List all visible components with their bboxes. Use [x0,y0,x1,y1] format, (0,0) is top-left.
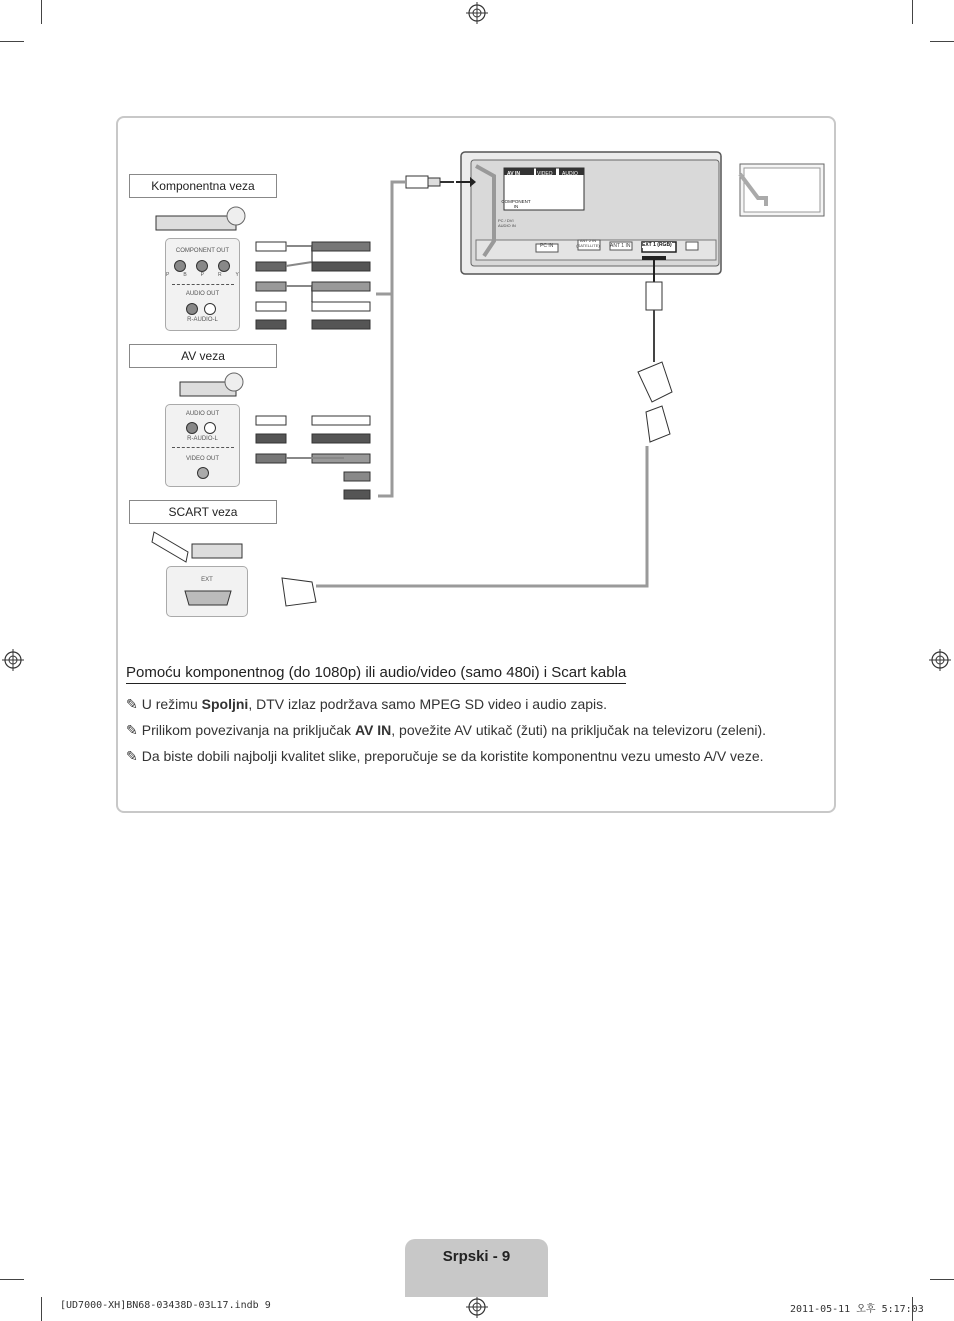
tv-thumbnail [740,164,824,216]
component-device-panel [165,238,253,331]
tv-av-in-label: AV IN [507,171,520,177]
registration-mark-icon [2,649,24,671]
component-cable-plugs [256,242,370,329]
audio-out-label: AUDIO OUT [185,411,220,417]
audio-out-label: AUDIO OUT [185,291,220,297]
note-pen-icon: ✎ [126,723,138,739]
file-info: [UD7000-XH]BN68-03438D-03L17.indb 9 [60,1300,271,1311]
note-pen-icon: ✎ [126,749,138,765]
av-device-panel [165,404,240,487]
crop-mark [41,1297,42,1321]
tv-pc-dvi-audio-label: PC / DVI AUDIO IN [498,218,516,228]
tv-ext1-label: EXT 1 (RGB) [642,242,672,248]
crop-mark [0,1279,24,1280]
av-cable-plugs [256,416,370,499]
scart-label: SCART veza [129,500,277,524]
audio-ports-icon [184,302,224,316]
tv-ant1-label: ANT 1 IN [610,243,631,249]
crop-mark [0,41,24,42]
av-label: AV veza [129,344,277,368]
set-top-box-icon [152,532,242,562]
video-port-icon [194,466,214,480]
divider [172,284,234,285]
tv-ant2-label: ANT 2 IN (SATELLITE) [576,238,600,248]
vcr-player-icon [180,373,243,396]
component-out-label: COMPONENT OUT [175,248,230,254]
page-label: Srpski - 9 [442,1248,511,1265]
audio-ports-icon [184,421,224,435]
component-label: Komponentna veza [129,174,277,198]
registration-mark-icon [929,649,951,671]
tv-component-in-label: COMPONENT IN [501,199,531,209]
tv-pc-in-label: PC IN [540,243,554,249]
note-item: ✎ Da biste dobili najbolji kvalitet slike, preporučuje se da koristite komponentnu vezu umesto A/V veze. [126,748,764,765]
registration-mark-icon [466,1296,488,1318]
video-out-label: VIDEO OUT [185,456,219,462]
crop-mark [930,1279,954,1280]
crop-mark [41,0,42,24]
audio-lr-label: R-AUDIO-L [187,436,218,442]
note-item: ✎ U režimu Spoljni, DTV izlaz podržava samo MPEG SD video i audio zapis. [126,696,608,713]
component-port-names: PBPRY [166,272,253,278]
divider [172,447,234,448]
tv-video-label: VIDEO [537,171,553,177]
note-item: ✎ Prilikom povezivanja na priključak AV IN, povežite AV utikač (žuti) na priključak na televizoru (zeleni). [126,722,767,739]
audio-lr-label: R-AUDIO-L [187,317,218,323]
print-timestamp: 2011-05-11 오후 5:17:03 [790,1304,924,1315]
scart-device-panel [166,566,248,617]
ext-label: EXT [201,577,213,583]
tv-audio-label: AUDIO [562,171,578,177]
scart-port-icon [183,589,233,607]
crop-mark [930,41,954,42]
page-number-tab [405,1239,548,1297]
note-pen-icon: ✎ [126,697,138,713]
registration-mark-icon [466,2,488,24]
section-heading: Pomoću komponentnog (do 1080p) ili audio/video (samo 480i) i Scart kabla [126,664,626,684]
dvd-player-icon [156,207,245,230]
tv-back-panel [461,152,721,274]
crop-mark [912,0,913,24]
